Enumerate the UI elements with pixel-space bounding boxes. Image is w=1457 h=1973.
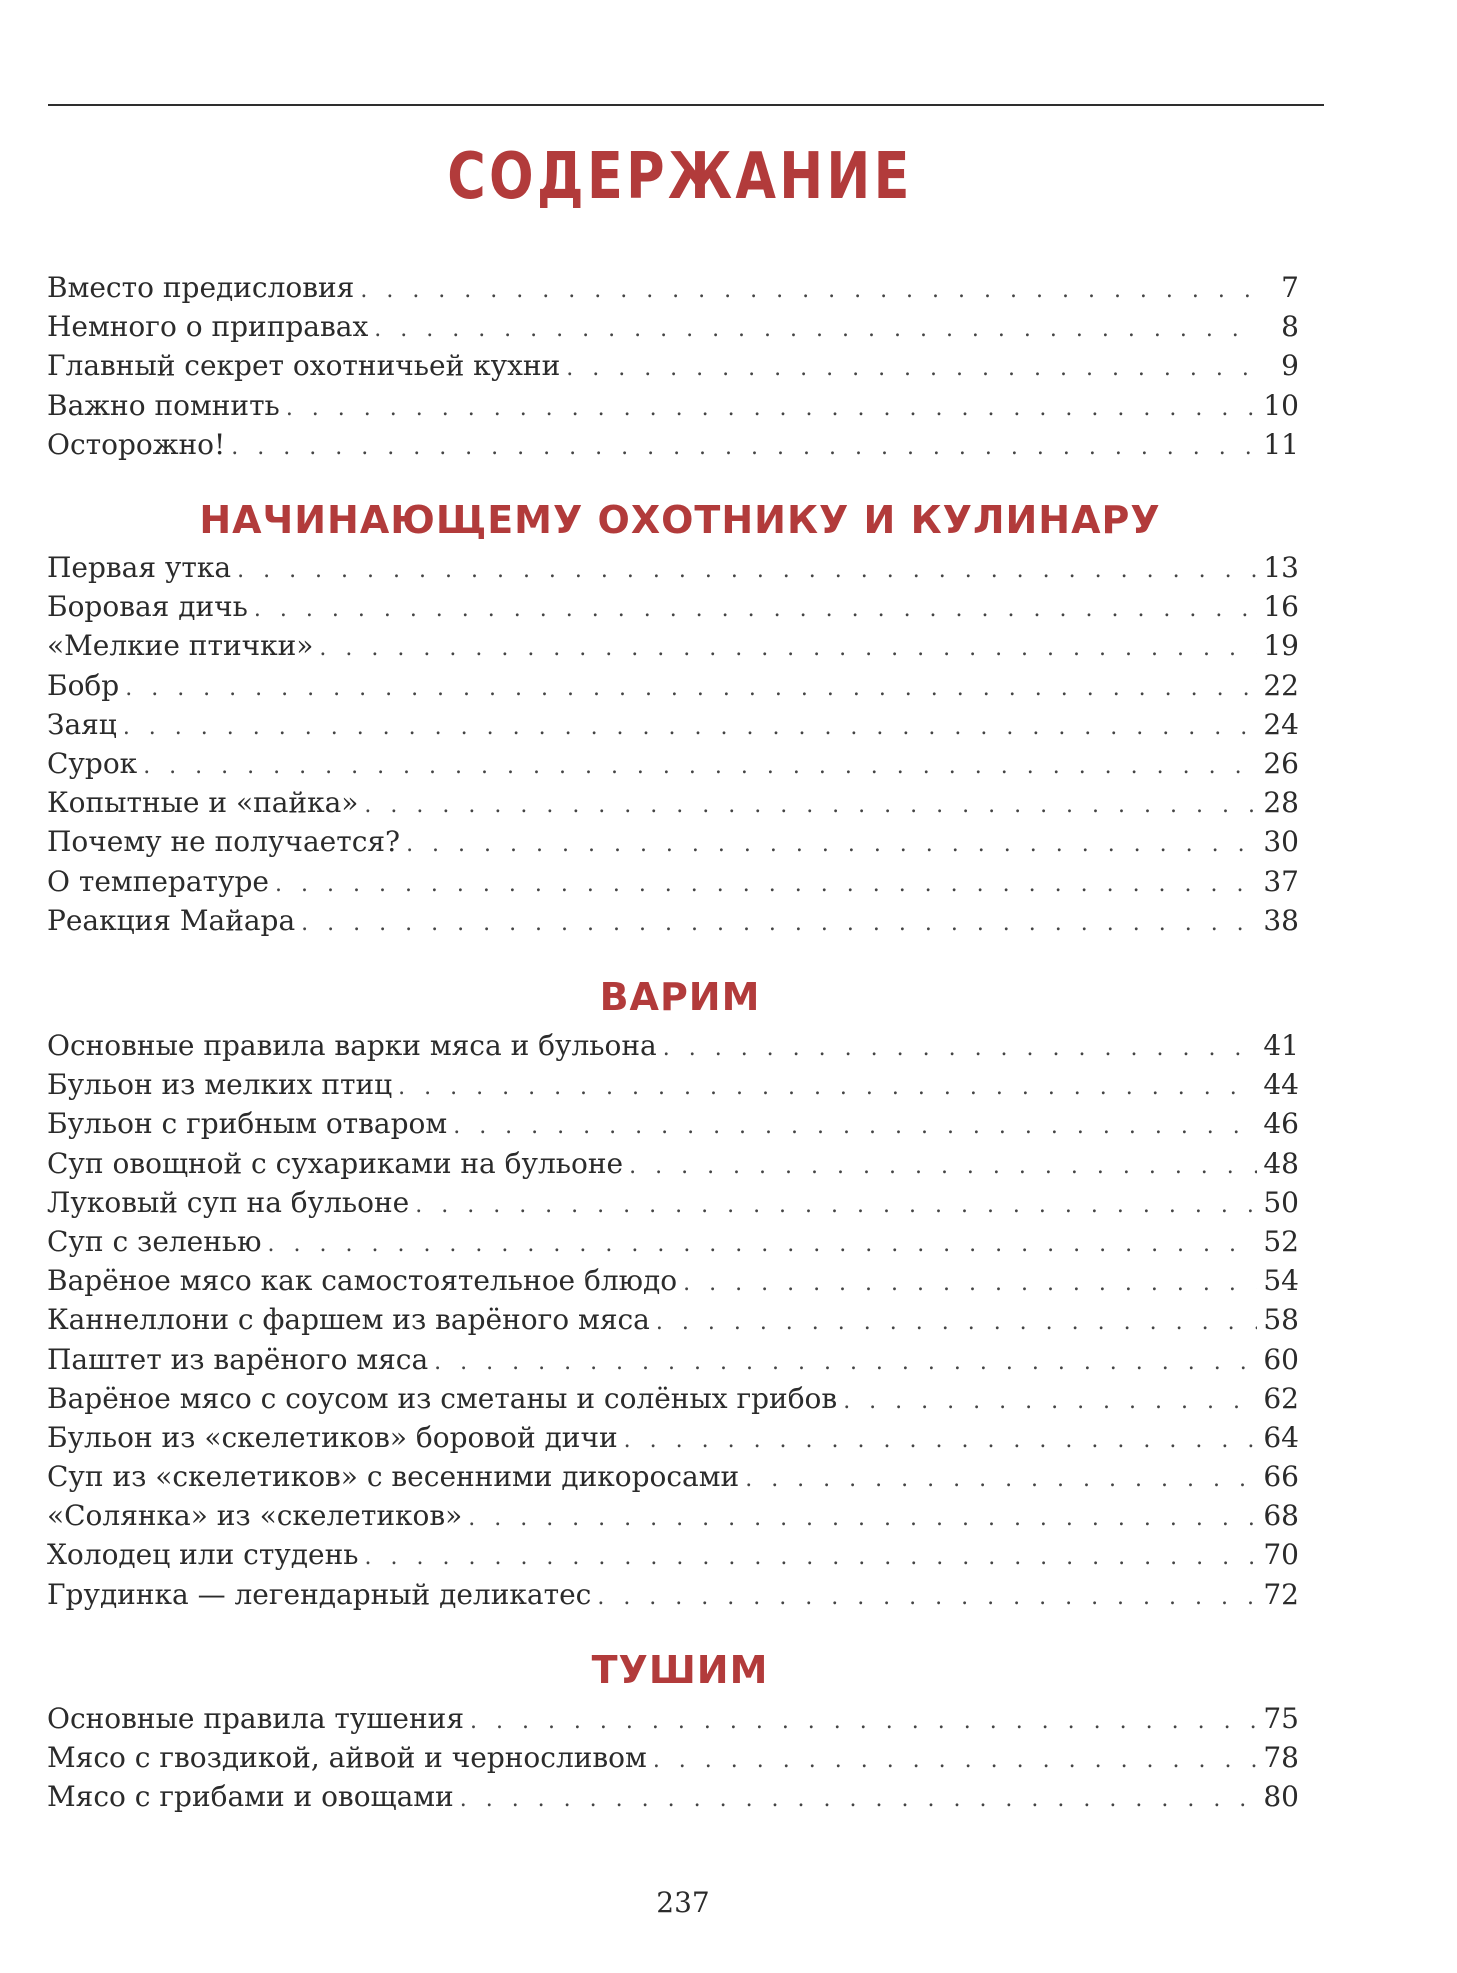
dot-leader — [434, 1343, 1257, 1382]
page-ref: 16 — [1263, 590, 1299, 624]
page-ref: 37 — [1263, 864, 1299, 898]
dot-leader — [460, 1780, 1258, 1819]
toc-entry[interactable]: Важно помнить . . . 10 — [47, 386, 1299, 425]
toc-entry[interactable]: Вместо предисловия . . . 7 — [47, 268, 1299, 307]
toc-entry[interactable]: Паштет из варёного мяса . . . 60 — [47, 1340, 1299, 1379]
toc-entry[interactable]: «Мелкие птички» . . . 19 — [47, 626, 1299, 665]
dot-leader — [231, 428, 1257, 467]
page-ref: 7 — [1281, 271, 1299, 304]
page-ref: 52 — [1263, 1224, 1299, 1258]
page-ref: 68 — [1263, 1499, 1299, 1533]
dot-leader — [406, 825, 1257, 864]
page-ref: 41 — [1263, 1029, 1299, 1062]
page-ref: 72 — [1263, 1577, 1299, 1611]
toc-entry[interactable]: Мясо с грибами и овощами . . . 80 — [47, 1777, 1299, 1816]
page-ref: 38 — [1263, 903, 1299, 937]
page-ref: 62 — [1263, 1381, 1299, 1415]
toc-entry[interactable]: Суп с зеленью . . . 52 — [47, 1222, 1299, 1261]
page-ref: 9 — [1281, 349, 1299, 383]
toc-entry[interactable]: Реакция Майара . . . 38 — [47, 901, 1299, 940]
page-ref: 28 — [1263, 786, 1299, 820]
page-ref: 13 — [1263, 551, 1299, 584]
page-ref: 26 — [1263, 746, 1299, 780]
dot-leader — [286, 389, 1258, 428]
toc-entry[interactable]: О температуре . . . 37 — [47, 862, 1299, 901]
page-ref: 30 — [1263, 825, 1299, 859]
toc-entry[interactable]: Суп овощной с сухариками на бульоне . . . 48 — [47, 1144, 1299, 1183]
page-ref: 80 — [1263, 1780, 1299, 1814]
toc-entry[interactable]: Бульон из «скелетиков» боровой дичи . . . 64 — [47, 1418, 1299, 1457]
page-ref: 8 — [1281, 310, 1299, 344]
dot-leader — [470, 1702, 1257, 1741]
toc-entry[interactable]: Бульон из мелких птиц . . . 44 — [47, 1065, 1299, 1104]
page-ref: 60 — [1263, 1342, 1299, 1376]
dot-leader — [365, 1538, 1258, 1577]
page-ref: 46 — [1263, 1107, 1299, 1141]
dot-leader — [453, 1107, 1257, 1146]
toc-section-list — [47, 1026, 1299, 1614]
page-ref: 11 — [1263, 427, 1299, 461]
toc-entry[interactable]: Суп из «скелетиков» с весенними дикоросами . . . 66 — [47, 1457, 1299, 1496]
dot-leader — [374, 310, 1259, 349]
page-ref: 48 — [1263, 1146, 1299, 1180]
dot-leader — [597, 1578, 1257, 1617]
toc-entry[interactable]: Заяц . . . 24 — [47, 705, 1299, 744]
toc-entry[interactable]: Главный секрет охотничьей кухни . . . 9 — [47, 346, 1299, 385]
dot-leader — [319, 629, 1257, 668]
page-ref: 54 — [1263, 1264, 1299, 1298]
dot-leader — [143, 747, 1257, 786]
dot-leader — [415, 1186, 1257, 1225]
page-ref: 19 — [1263, 629, 1299, 663]
toc-section-list — [47, 548, 1299, 940]
toc-entry[interactable]: Осторожно! . . . 11 — [47, 425, 1299, 464]
page-ref: 64 — [1263, 1420, 1299, 1454]
dot-leader — [629, 1147, 1257, 1186]
section-heading: ТУШИМ — [591, 1648, 769, 1692]
toc-entry[interactable]: Бульон с грибным отваром . . . 46 — [47, 1104, 1299, 1143]
section-heading: НАЧИНАЮЩЕМУ ОХОТНИКУ И КУЛИНАРУ — [199, 498, 1161, 542]
dot-leader — [237, 551, 1257, 590]
page-ref: 70 — [1263, 1538, 1299, 1572]
page-title: СОДЕРЖАНИЕ — [447, 140, 913, 214]
page-ref: 75 — [1263, 1702, 1299, 1735]
page-ref: 24 — [1263, 707, 1299, 741]
toc-entry[interactable]: Варёное мясо с соусом из сметаны и солёных грибов . . . 62 — [47, 1379, 1299, 1418]
dot-leader — [468, 1499, 1257, 1538]
toc-entry[interactable]: «Солянка» из «скелетиков» . . . 68 — [47, 1496, 1299, 1535]
dot-leader — [566, 349, 1259, 388]
dot-leader — [398, 1068, 1257, 1107]
dot-leader — [125, 669, 1257, 708]
toc-section-list — [47, 1699, 1299, 1817]
page-ref: 50 — [1263, 1185, 1299, 1219]
toc-entry[interactable]: Варёное мясо как самостоятельное блюдо . . . 54 — [47, 1261, 1299, 1300]
page-ref: 22 — [1263, 668, 1299, 702]
page-ref: 78 — [1263, 1741, 1299, 1775]
section-heading: ВАРИМ — [599, 975, 761, 1019]
top-rule — [48, 104, 1324, 106]
toc-intro-list — [47, 268, 1299, 464]
toc-entry[interactable]: Копытные и «пайка» . . . 28 — [47, 783, 1299, 822]
page-ref: 58 — [1263, 1303, 1299, 1337]
dot-leader — [360, 271, 1259, 310]
toc-entry[interactable]: Почему не получается? . . . 30 — [47, 822, 1299, 861]
dot-leader — [653, 1741, 1258, 1780]
toc-entry[interactable]: Боровая дичь . . . 16 — [47, 587, 1299, 626]
toc-entry[interactable]: Каннеллони с фаршем из варёного мяса . . . 58 — [47, 1300, 1299, 1339]
toc-entry[interactable]: Первая утка . . . 13 — [47, 548, 1299, 587]
toc-entry[interactable]: Основные правила варки мяса и бульона . . . 41 — [47, 1026, 1299, 1065]
page-ref: 44 — [1263, 1068, 1299, 1102]
page-ref: 66 — [1263, 1460, 1299, 1494]
dot-leader — [254, 590, 1257, 629]
dot-leader — [364, 786, 1257, 825]
toc-entry[interactable]: Основные правила тушения . . . 75 — [47, 1699, 1299, 1738]
dot-leader — [656, 1303, 1257, 1342]
dot-leader — [123, 708, 1258, 747]
page-ref: 10 — [1263, 388, 1299, 422]
toc-entry[interactable]: Бобр . . . 22 — [47, 666, 1299, 705]
dot-leader — [663, 1029, 1258, 1068]
dot-leader — [624, 1421, 1258, 1460]
dot-leader — [268, 1225, 1258, 1264]
dot-leader — [275, 865, 1257, 904]
toc-entry[interactable]: Холодец или студень . . . 70 — [47, 1535, 1299, 1574]
dot-leader — [843, 1382, 1257, 1421]
dot-leader — [683, 1264, 1257, 1303]
dot-leader — [301, 904, 1257, 943]
dot-leader — [745, 1460, 1257, 1499]
toc-entry[interactable]: Сурок . . . 26 — [47, 744, 1299, 783]
toc-entry[interactable]: Луковый суп на бульоне . . . 50 — [47, 1183, 1299, 1222]
toc-entry[interactable]: Немного о приправах . . . 8 — [47, 307, 1299, 346]
toc-entry[interactable]: Мясо с гвоздикой, айвой и черносливом . . . 78 — [47, 1738, 1299, 1777]
page-number: 237 — [656, 1886, 710, 1919]
toc-entry[interactable]: Грудинка — легендарный деликатес . . . 72 — [47, 1575, 1299, 1614]
